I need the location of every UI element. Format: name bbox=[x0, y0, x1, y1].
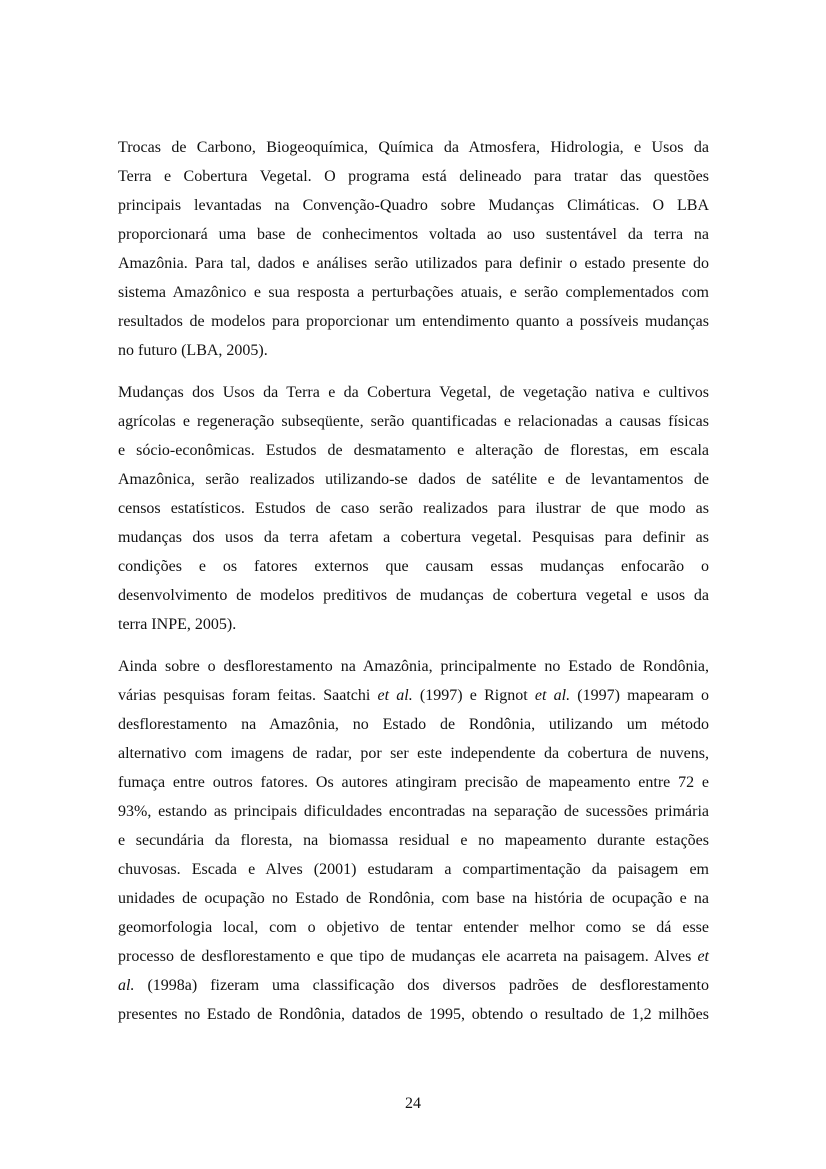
text-line: Terra e Cobertura Vegetal. O programa está delineado para tratar das questões bbox=[118, 168, 709, 185]
text-line: al. (1998a) fizeram uma classificação dos diversos padrões de desflorestamento bbox=[118, 977, 709, 994]
text-line: terra INPE, 2005). bbox=[118, 616, 237, 633]
text-line: Trocas de Carbono, Biogeoquímica, Química da Atmosfera, Hidrologia, e Usos da bbox=[118, 139, 709, 156]
text-line: mudanças dos usos da terra afetam a cobertura vegetal. Pesquisas para definir as bbox=[118, 529, 709, 546]
text-line: principais levantadas na Convenção-Quadro sobre Mudanças Climáticas. O LBA bbox=[118, 197, 709, 214]
text-line: unidades de ocupação no Estado de Rondônia, com base na história de ocupação e na bbox=[118, 890, 709, 907]
text-line: Mudanças dos Usos da Terra e da Cobertura Vegetal, de vegetação nativa e cultivos bbox=[118, 384, 709, 401]
text-line: e secundária da floresta, na biomassa residual e no mapeamento durante estações bbox=[118, 832, 709, 849]
page-number: 24 bbox=[405, 1095, 421, 1112]
text-line: proporcionará uma base de conhecimentos voltada ao uso sustentável da terra na bbox=[118, 226, 709, 243]
text-line: Amazônica, serão realizados utilizando-se dados de satélite e de levantamentos de bbox=[118, 471, 709, 488]
text-line: condições e os fatores externos que causam essas mudanças enfocarão o bbox=[118, 558, 709, 575]
text-line: alternativo com imagens de radar, por ser este independente da cobertura de nuvens, bbox=[118, 745, 709, 762]
text-line: censos estatísticos. Estudos de caso serão realizados para ilustrar de que modo as bbox=[118, 500, 709, 517]
text-line: processo de desflorestamento e que tipo de mudanças ele acarreta na paisagem. Alves et bbox=[118, 948, 709, 965]
text-line: fumaça entre outros fatores. Os autores atingiram precisão de mapeamento entre 72 e bbox=[118, 774, 709, 791]
text-line: Ainda sobre o desflorestamento na Amazônia, principalmente no Estado de Rondônia, bbox=[118, 658, 709, 675]
text-line: resultados de modelos para proporcionar um entendimento quanto a possíveis mudanças bbox=[118, 313, 709, 330]
text-line: Amazônia. Para tal, dados e análises serão utilizados para definir o estado presente do bbox=[118, 255, 709, 272]
text-line: várias pesquisas foram feitas. Saatchi et al. (1997) e Rignot et al. (1997) mapearam o bbox=[118, 687, 709, 704]
text-line: e sócio-econômicas. Estudos de desmatamento e alteração de florestas, em escala bbox=[118, 442, 709, 459]
text-line: sistema Amazônico e sua resposta a perturbações atuais, e serão complementados com bbox=[118, 284, 709, 301]
text-line: agrícolas e regeneração subseqüente, serão quantificadas e relacionadas a causas físicas bbox=[118, 413, 709, 430]
text-line: 93%, estando as principais dificuldades encontradas na separação de sucessões primária bbox=[118, 803, 709, 820]
text-line: geomorfologia local, com o objetivo de tentar entender melhor como se dá esse bbox=[118, 919, 709, 936]
text-line: presentes no Estado de Rondônia, datados de 1995, obtendo o resultado de 1,2 milhões bbox=[118, 1006, 709, 1023]
text-line: no futuro (LBA, 2005). bbox=[118, 342, 268, 359]
text-line: desenvolvimento de modelos preditivos de mudanças de cobertura vegetal e usos da bbox=[118, 587, 709, 604]
text-line: chuvosas. Escada e Alves (2001) estudaram a compartimentação da paisagem em bbox=[118, 861, 709, 878]
text-line: desflorestamento na Amazônia, no Estado de Rondônia, utilizando um método bbox=[118, 716, 709, 733]
